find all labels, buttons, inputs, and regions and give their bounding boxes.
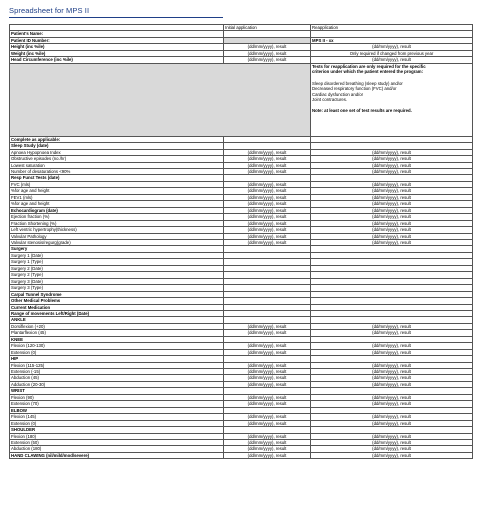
row-value-initial[interactable]: (dd/mm/yyyy), result [224, 156, 311, 162]
row-label: Extension (70) [10, 401, 224, 407]
measurement-reapp[interactable]: Only required if changed from previous year [311, 50, 473, 56]
shaded-block [10, 63, 311, 136]
row-value-initial[interactable]: (dd/mm/yyyy), result [224, 239, 311, 245]
row-label: Ejection fraction (%) [10, 214, 224, 220]
row-label: Obstructive episodes (no./hr) [10, 156, 224, 162]
row-value-reapp[interactable]: (dd/mm/yyyy), result [311, 239, 473, 245]
row-label: %for age and height [10, 188, 224, 194]
row-label: Resp Funct Tests (date) [10, 175, 224, 181]
row-value-reapp[interactable]: (dd/mm/yyyy), result [311, 381, 473, 387]
row-value-initial[interactable]: (dd/mm/yyyy), result [224, 414, 311, 420]
measurement-reapp[interactable]: (dd/mm/yyyy), result [311, 57, 473, 63]
row-label: Flexion (145) [10, 414, 224, 420]
row-value-reapp[interactable]: (dd/mm/yyyy), result [311, 162, 473, 168]
row-value-reapp[interactable]: (dd/mm/yyyy), result [311, 375, 473, 381]
row-value-reapp[interactable]: (dd/mm/yyyy), result [311, 323, 473, 329]
row-value-reapp[interactable]: (dd/mm/yyyy), result [311, 343, 473, 349]
header-reapplication: Reapplication [311, 25, 473, 31]
row-value-initial[interactable]: (dd/mm/yyyy), result [224, 227, 311, 233]
row-value-initial[interactable]: (dd/mm/yyyy), result [224, 330, 311, 336]
row-value-initial[interactable]: (dd/mm/yyyy), result [224, 446, 311, 452]
row-label: SHOULDER [10, 427, 224, 433]
row-value-reapp[interactable]: (dd/mm/yyyy), result [311, 401, 473, 407]
row-value-reapp[interactable]: (dd/mm/yyyy), result [311, 349, 473, 355]
row-label: Number of desaturations <90% [10, 168, 224, 174]
note-line: Joint contractures. [312, 97, 348, 103]
row-value-reapp[interactable]: (dd/mm/yyyy), result [311, 149, 473, 155]
row-value-reapp[interactable]: (dd/mm/yyyy), result [311, 414, 473, 420]
row-value-initial[interactable]: (dd/mm/yyyy), result [224, 381, 311, 387]
reapplication-notes [311, 63, 473, 136]
row-label: Current Medication [10, 304, 224, 310]
row-value-initial[interactable]: (dd/mm/yyyy), result [224, 369, 311, 375]
row-label: Dorsiflexion (+20) [10, 323, 224, 329]
table-row [10, 452, 473, 458]
row-value-reapp[interactable]: (dd/mm/yyyy), result [311, 440, 473, 446]
row-label: Fraction Shortening (%) [10, 220, 224, 226]
row-label: Abduction (45) [10, 375, 224, 381]
row-label: Apnoea Hypopnoea Index [10, 149, 224, 155]
row-value-initial[interactable]: (dd/mm/yyyy), result [224, 233, 311, 239]
row-label: Left ventric hypertrophy(thickness) [10, 227, 224, 233]
measurement-reapp[interactable]: (dd/mm/yyyy), result [311, 44, 473, 50]
row-label: Valvular Pathology [10, 233, 224, 239]
row-label: Flexion (180) [10, 433, 224, 439]
row-value-reapp[interactable]: (dd/mm/yyyy), result [311, 369, 473, 375]
row-label: Extension (0) [10, 420, 224, 426]
header-initial: Initial application [224, 25, 311, 31]
row-label: Extension (-15) [10, 369, 224, 375]
note-line: Cardiac dysfunction and/or [312, 91, 364, 97]
row-label: Surgery 1 (Date) [10, 252, 224, 258]
row-label: Surgery 1 (Type) [10, 259, 224, 265]
row-value-initial[interactable]: (dd/mm/yyyy), result [224, 207, 311, 213]
row-label: Surgery 3 (Type) [10, 285, 224, 291]
spreadsheet [9, 24, 472, 459]
row-value-reapp[interactable]: (dd/mm/yyyy), result [311, 452, 473, 458]
row-label: Sleep Study (date) [10, 143, 224, 149]
row-value-reapp[interactable]: (dd/mm/yyyy), result [311, 214, 473, 220]
row-label: KNEE [10, 336, 224, 342]
row-value-initial[interactable]: (dd/mm/yyyy), result [224, 194, 311, 200]
row-label: ELBOW [10, 407, 224, 413]
row-value-reapp[interactable]: (dd/mm/yyyy), result [311, 207, 473, 213]
note-line: Note: at least one set of test results are required. [312, 108, 412, 114]
row-value-reapp[interactable]: (dd/mm/yyyy), result [311, 156, 473, 162]
row-value-reapp[interactable]: (dd/mm/yyyy), result [311, 194, 473, 200]
measurement-initial[interactable]: (dd/mm/yyyy), result [224, 50, 311, 56]
row-value-reapp[interactable]: (dd/mm/yyyy), result [311, 181, 473, 187]
row-label: Flexion (90) [10, 394, 224, 400]
measurement-label: Height (inc %ile) [10, 44, 224, 50]
row-value-initial[interactable]: (dd/mm/yyyy), result [224, 201, 311, 207]
row-value-reapp[interactable]: (dd/mm/yyyy), result [311, 201, 473, 207]
row-value-initial[interactable]: (dd/mm/yyyy), result [224, 188, 311, 194]
measurement-initial[interactable]: (dd/mm/yyyy), result [224, 57, 311, 63]
row-label: Adduction (20-30) [10, 381, 224, 387]
row-label: HAND CLAWING (nil/mild/mod/severe) [10, 452, 224, 458]
row-value-initial[interactable]: (dd/mm/yyyy), result [224, 349, 311, 355]
row-value-initial[interactable]: (dd/mm/yyyy), result [224, 452, 311, 458]
row-label: Abduction (180) [10, 446, 224, 452]
patient-name-label: Patient's Name: [10, 31, 224, 37]
row-label: Other Medical Problems [10, 298, 224, 304]
row-label: Flexion (120-130) [10, 343, 224, 349]
measurement-label: Weight (inc %ile) [10, 50, 224, 56]
row-value-initial[interactable]: (dd/mm/yyyy), result [224, 181, 311, 187]
row-label: Echocardiogram (date) [10, 207, 224, 213]
row-value-initial[interactable]: (dd/mm/yyyy), result [224, 375, 311, 381]
row-value-reapp[interactable]: (dd/mm/yyyy), result [311, 446, 473, 452]
note-line: Sleep disordered breathing (sleep study) and/or [312, 80, 403, 86]
title-underline [9, 17, 223, 18]
row-value-initial[interactable]: (dd/mm/yyyy), result [224, 440, 311, 446]
row-label: ANKLE [10, 317, 224, 323]
row-value-reapp[interactable]: (dd/mm/yyyy), result [311, 420, 473, 426]
row-label: WRIST [10, 388, 224, 394]
row-value-initial[interactable]: (dd/mm/yyyy), result [224, 433, 311, 439]
row-value-initial[interactable]: (dd/mm/yyyy), result [224, 162, 311, 168]
row-label: Valvular stenosis/regurg(grade) [10, 239, 224, 245]
mps-table [9, 24, 473, 459]
patient-id-label: Patient ID Number: [10, 37, 224, 43]
row-value-initial[interactable]: (dd/mm/yyyy), result [224, 323, 311, 329]
row-value-initial[interactable]: (dd/mm/yyyy), result [224, 220, 311, 226]
row-label: Surgery 2 (Type) [10, 272, 224, 278]
row-label: %for age and height [10, 201, 224, 207]
row-label: FVC (mls) [10, 181, 224, 187]
row-value-reapp[interactable]: (dd/mm/yyyy), result [311, 433, 473, 439]
row-value-reapp[interactable]: (dd/mm/yyyy), result [311, 168, 473, 174]
row-value-reapp[interactable]: (dd/mm/yyyy), result [311, 233, 473, 239]
row-label: Lowest saturation [10, 162, 224, 168]
measurement-label: Head Circumference (inc %ile) [10, 57, 224, 63]
sheet-title: Spreadsheet for MPS II [9, 6, 90, 15]
row-label: Flexion (115-125) [10, 362, 224, 368]
row-label: Surgery 3 (Date) [10, 278, 224, 284]
row-value-initial[interactable]: (dd/mm/yyyy), result [224, 420, 311, 426]
row-value-reapp[interactable]: (dd/mm/yyyy), result [311, 227, 473, 233]
row-label: Surgery 2 (Date) [10, 265, 224, 271]
row-label: Plantarflexion (45) [10, 330, 224, 336]
row-value-initial[interactable]: (dd/mm/yyyy), result [224, 401, 311, 407]
row-value-reapp[interactable]: (dd/mm/yyyy), result [311, 330, 473, 336]
complete-label: Complete as applicable: [10, 136, 224, 142]
row-label: HIP [10, 356, 224, 362]
row-value-initial[interactable]: (dd/mm/yyyy), result [224, 362, 311, 368]
note-line: Decreased respiratory function (FVC) and/or [312, 86, 397, 92]
row-label: Surgery [10, 246, 224, 252]
row-label: Carpal Tunnel Syndrome [10, 291, 224, 297]
row-value-initial[interactable]: (dd/mm/yyyy), result [224, 168, 311, 174]
note-line: criterion under which the patient entered the program: [312, 69, 424, 75]
row-value-reapp[interactable]: (dd/mm/yyyy), result [311, 188, 473, 194]
notes-row [10, 63, 473, 136]
note-line: Tests for reapplication are only required for the specific [312, 63, 426, 69]
row-value-initial[interactable]: (dd/mm/yyyy), result [224, 394, 311, 400]
mps-id-cell: MPS II - xx [311, 37, 473, 43]
row-value-reapp[interactable]: (dd/mm/yyyy), result [311, 220, 473, 226]
row-value-initial[interactable]: (dd/mm/yyyy), result [224, 343, 311, 349]
measurement-initial[interactable]: (dd/mm/yyyy), result [224, 44, 311, 50]
row-value-initial[interactable]: (dd/mm/yyyy), result [224, 214, 311, 220]
row-label: Range of movements Left/Right (Date) [10, 310, 224, 316]
row-value-reapp[interactable]: (dd/mm/yyyy), result [311, 362, 473, 368]
row-label: FEV1 (mls) [10, 194, 224, 200]
row-label: Extension (50) [10, 440, 224, 446]
row-label: Extension (0) [10, 349, 224, 355]
row-value-reapp[interactable]: (dd/mm/yyyy), result [311, 394, 473, 400]
row-value-initial[interactable]: (dd/mm/yyyy), result [224, 149, 311, 155]
